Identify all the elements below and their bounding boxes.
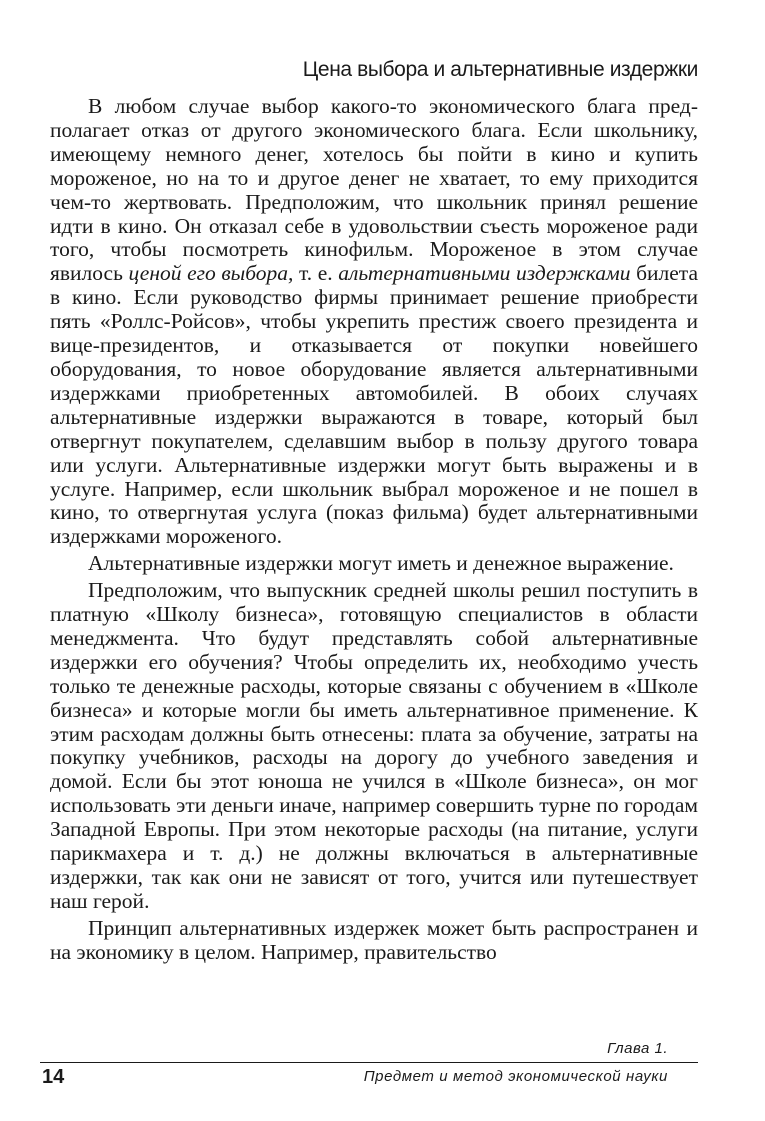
- footer-section-title: Предмет и метод экономической науки: [363, 1068, 668, 1085]
- paragraph-1-text-b: т. е.: [293, 261, 339, 286]
- paragraph-1-text-a: В любом случае выбор какого-то экономического блага предполагает отказ от другого экономического блага. Если школьнику, имеющему немного денег, хотелось бы пойти в кино и купить мороженое, но на то и другое денег не хватает, то ему приходится чем-то жертвовать. Предположим, что школьник принял решение идти в кино. Он отказал себе в удовольствии съесть мороженое ради того, чтобы посмотреть кинофильм. Мороженое в этом случае явилось: [50, 94, 698, 286]
- page-body: [50, 95, 698, 965]
- emphasis-choice-price: ценой его выбора,: [128, 261, 294, 286]
- footer-chapter-label: Глава 1.: [607, 1040, 668, 1057]
- page-number: 14: [42, 1066, 65, 1088]
- paragraph-1-text-c: билета в кино. Если руководство фирмы принимает решение приобрести пять «Роллс-Ройсов», чтобы укрепить престиж своего президента и вице-президентов, и отказывается от покупки новейшего оборудования, то новое оборудование является альтернативными издержками приобретенных автомобилей. В обоих случаях альтернативные издержки выражаются в товаре, который был отвергнут покупателем, сделавшим выбор в пользу другого товара или услуги. Альтернативные издержки могут быть выражены и в услуге. Например, если школьник выбрал мороженое и не пошел в кино, то отвергнутая услуга (показ фильма) будет альтернативными издержками мороженого.: [50, 261, 698, 549]
- running-title: Цена выбора и альтернативные издержки: [302, 58, 698, 81]
- paragraph-3: Предположим, что выпускник средней школы решил поступить в платную «Школу бизнеса», готовящую специалистов в области менеджмента. Что будут представлять собой альтернативные издержки его обучения? Чтобы определить их, необходимо учесть только те денежные расходы, которые связаны с обучением в «Школе бизнеса» и которые могли бы иметь альтернативное применение. К этим расходам должны быть отнесены: плата за обучение, затраты на покупку учебников, расходы на дорогу до учебного заведения и домой. Если бы этот юноша не учился в «Школе бизнеса», он мог использовать эти деньги иначе, например совершить турне по городам Западной Европы. При этом некоторые расходы (на питание, услуги парикмахера и т. д.) не должны включаться в альтернативные издержки, так как они не зависят от того, учится или путешествует наш герой.: [50, 578, 698, 913]
- paragraph-4: Принцип альтернативных издержек может быть распространен и на экономику в целом. Например, правительство: [50, 915, 698, 964]
- footer-divider: [40, 1062, 698, 1063]
- paragraph-1: [50, 95, 698, 549]
- emphasis-opportunity-cost: альтернативными издержками: [338, 261, 631, 286]
- paragraph-2: Альтернативные издержки могут иметь и денежное выражение.: [88, 551, 674, 576]
